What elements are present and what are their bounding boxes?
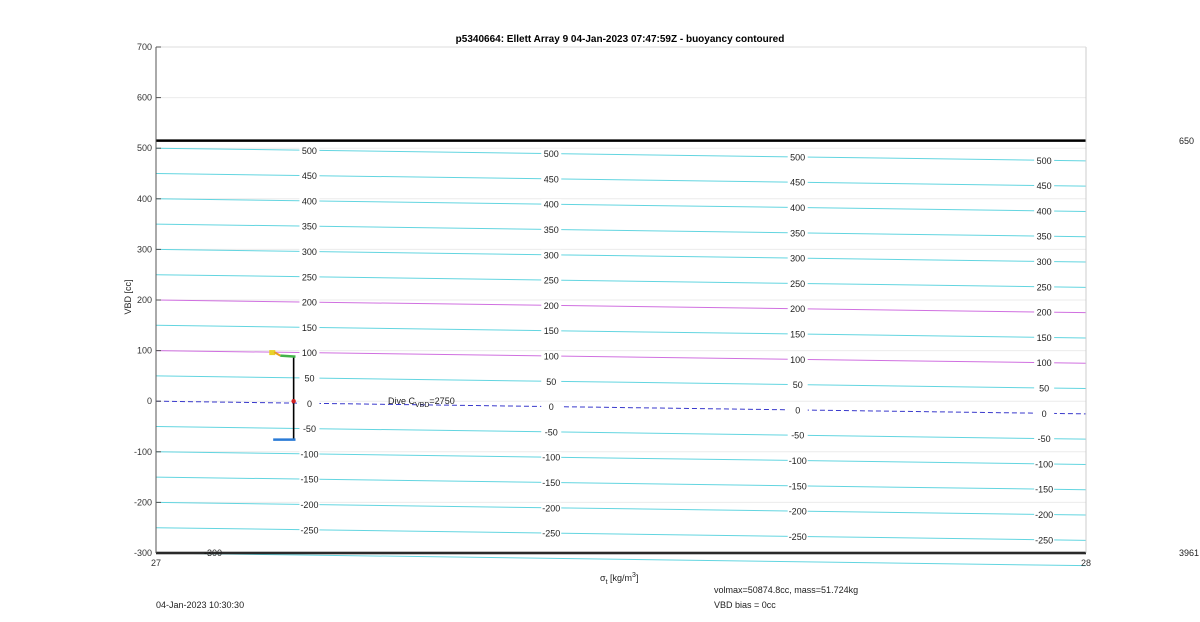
contour-line [156,297,1086,313]
annotation-sub: VBD [415,401,430,409]
contour-label: 450 [1036,181,1052,192]
chart-title: p5340664: Ellett Array 9 04-Jan-2023 07:47:59Z - buoyancy contoured [455,34,785,45]
contour-label: 450 [543,174,559,185]
x-axis-label-sup: 3 [632,572,636,579]
contour-label: 0 [1041,408,1047,419]
contour-label: 150 [301,322,317,333]
contour-label: -50 [1037,434,1051,445]
contour-label: 400 [1036,206,1052,217]
limit-label-bottom: 3961 [1179,548,1200,558]
contour-label: -150 [788,481,807,492]
contour-label: 50 [792,380,803,391]
contour-label: 100 [790,354,806,365]
contour-line [156,199,1086,212]
contour-line [156,376,1086,389]
contour-line [156,246,1086,262]
contour-label: 500 [1036,155,1052,166]
y-tick-label: -300 [133,548,152,558]
profile-top-segment [280,356,295,357]
contour-label: -50 [302,424,316,435]
x-axis-label-unit: [kg/m [607,573,633,583]
contour-label: 200 [543,300,559,311]
x-axis-label-sub: t [605,578,608,586]
contour-label: 0 [548,402,554,413]
axes [134,42,1091,568]
contour-label: 0 [795,405,801,416]
contour-label: 350 [1036,231,1052,242]
y-tick-label: -100 [133,446,152,457]
contour-label: 400 [301,196,317,207]
contour-line [156,275,1086,288]
contour-label: 0 [306,398,312,409]
contour-label: 200 [301,297,317,308]
contour-label: -250 [1035,535,1054,546]
annotation-text: Dive C [388,396,416,406]
y-tick-label: 500 [136,143,152,154]
contour-label: -100 [788,456,807,467]
contour-label: 50 [546,376,557,387]
contour-line [156,452,1086,465]
y-tick-label: 400 [136,193,152,204]
contour-label: -100 [542,452,561,463]
contour-label: 100 [301,348,317,359]
y-tick-label: 100 [136,345,152,356]
profile-zero-marker [291,399,295,403]
contour-label: 50 [304,373,315,384]
contour-label: 150 [790,329,806,340]
y-axis-label [123,262,133,332]
dive-annotation [388,396,455,409]
limit-lines [156,141,1086,553]
contour-line [156,221,1086,237]
contour-label: -100 [1035,459,1054,470]
contour-label: 450 [790,177,806,188]
contour-label: -200 [1035,509,1054,520]
contour-label: 300 [301,246,317,257]
contour-label: 200 [1036,307,1052,318]
y-tick-label: -200 [133,497,152,508]
contour-label: 400 [790,203,806,214]
contour-label: -200 [788,506,807,517]
contour-label: 300 [790,253,806,264]
contour-label: 150 [1036,332,1052,343]
contour-labels [299,145,1054,545]
contour-label: 250 [301,272,317,283]
contour-label: 450 [301,171,317,182]
y-tick-label: 700 [136,42,152,52]
contour-line [156,145,1086,161]
contour-label: 350 [790,228,806,239]
contour-line [156,351,1086,364]
bottom-left-contour-label: -300 [204,548,223,558]
contour-label: -250 [300,525,319,536]
dive-profile [269,350,296,440]
contour-label: 250 [1036,282,1052,293]
contour-label: 400 [543,199,559,210]
annotation-value: =2750 [429,396,455,406]
contour-label: 500 [790,152,806,163]
contour-label: 250 [790,278,806,289]
x-axis-label-end: ] [635,573,639,583]
contour-label: -50 [544,427,558,438]
contour-label: 500 [543,149,559,160]
contour-label: 500 [301,145,317,156]
contour-line [156,398,1086,414]
x-axis-label [600,572,638,586]
contour-label: -100 [300,449,319,460]
grid-lines [156,47,1086,553]
x-tick-label: 28 [1080,558,1092,568]
x-tick-label: 27 [150,558,162,568]
limit-label-top: 650 [1179,136,1195,146]
contour-line [156,474,1086,490]
contour-lines [156,145,1086,565]
contour-label: 150 [543,326,559,337]
contour-label: 200 [790,304,806,315]
contour-label: -150 [300,474,319,485]
y-tick-label: 300 [136,244,152,255]
contour-label: 50 [1039,383,1050,394]
y-tick-label: 200 [136,295,152,305]
contour-line [156,553,1086,566]
y-tick-label: 600 [136,92,152,103]
contour-label: -250 [788,531,807,542]
contour-line [156,174,1086,187]
y-tick-label: 0 [146,396,152,407]
contour-label: 100 [1036,358,1052,369]
x-axis-label-symbol: σ [600,573,606,583]
contour-label: 350 [301,221,317,232]
contour-label: 100 [543,351,559,362]
contour-label: 350 [543,224,559,235]
footer-vbd-bias: VBD bias = 0cc [714,600,776,610]
contour-line [156,528,1086,541]
contour-line [156,322,1086,338]
contour-label: -150 [1035,484,1054,495]
footer-volmax: volmax=50874.8cc, mass=51.724kg [714,585,859,595]
contour-label: 300 [1036,256,1052,267]
contour-label: -50 [791,430,805,441]
y-axis-label-text: VBD [cc] [123,279,133,315]
contour-label: -200 [542,503,561,514]
contour-line [156,427,1086,440]
contour-label: 300 [543,250,559,261]
contour-line [156,499,1086,515]
contour-label: -150 [542,477,561,488]
contour-label: -250 [542,528,561,539]
contour-label: 250 [543,275,559,286]
footer-timestamp: 04-Jan-2023 10:30:30 [156,600,245,610]
contour-label: -200 [300,499,319,510]
